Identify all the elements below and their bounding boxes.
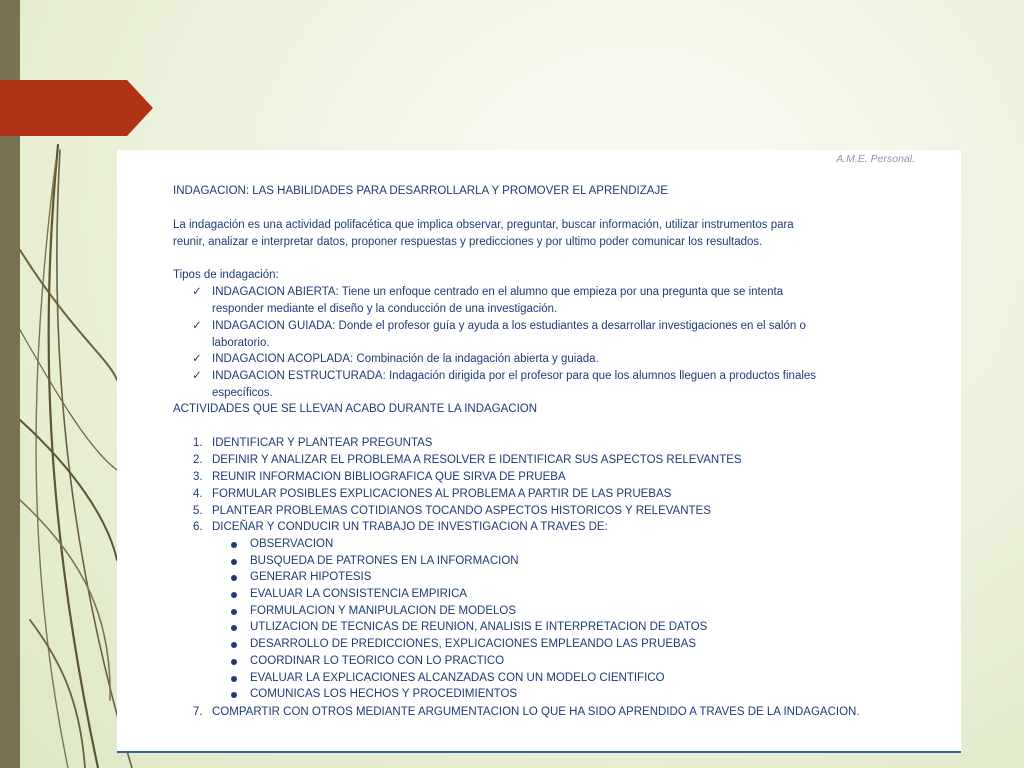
activity-number: 2.: [193, 454, 203, 466]
type-item-acoplada: INDAGACION ACOPLADA: Combinación de la indagación abierta y guiada.: [212, 353, 599, 365]
bullet-icon: [231, 592, 237, 598]
type-item-estructurada-line-1: INDAGACION ESTRUCTURADA: Indagación dirigida por el profesor para que los alumnos lleguen a productos finales: [212, 370, 817, 382]
intro-line-2: reunir, analizar e interpretar datos, proponer respuestas y predicciones y por ultimo poder comunicar los resultados.: [173, 236, 763, 248]
activities-heading: ACTIVIDADES QUE SE LLEVAN ACABO DURANTE LA INDAGACION: [173, 403, 538, 415]
sub-item: BUSQUEDA DE PATRONES EN LA INFORMACION: [250, 555, 519, 567]
bullet-icon: [231, 575, 237, 581]
sub-item: COORDINAR LO TEORICO CON LO PRACTICO: [250, 655, 505, 667]
sub-item: EVALUAR LA CONSISTENCIA EMPIRICA: [250, 588, 468, 600]
check-icon: ✓: [192, 353, 202, 365]
type-item-abierta-line-1: INDAGACION ABIERTA: Tiene un enfoque centrado en el alumno que empieza por una pregunta que se intenta: [212, 286, 784, 298]
bullet-icon: [231, 542, 237, 548]
sub-item: UTLIZACION DE TECNICAS DE REUNION, ANALISIS E INTERPRETACION DE DATOS: [250, 621, 708, 633]
activity-item: DEFINIR Y ANALIZAR EL PROBLEMA A RESOLVER E IDENTIFICAR SUS ASPECTOS RELEVANTES: [212, 454, 742, 466]
bullet-icon: [231, 625, 237, 631]
document-image: [117, 150, 961, 753]
sub-item: COMUNICAS LOS HECHOS Y PROCEDIMIENTOS: [250, 688, 518, 700]
activity-number: 7.: [193, 706, 203, 718]
sub-item: EVALUAR LA EXPLICACIONES ALCANZADAS CON UN MODELO CIENTIFICO: [250, 672, 665, 684]
type-item-abierta-line-2: responder mediante el diseño y la conducción de una investigación.: [212, 303, 558, 315]
type-item-estructurada-line-2: específicos.: [212, 387, 273, 399]
intro-line-1: La indagación es una actividad polifacética que implica observar, preguntar, buscar información, utilizar instrumentos para: [173, 219, 794, 231]
bullet-icon: [231, 642, 237, 648]
sub-item: OBSERVACION: [250, 538, 334, 550]
activity-item: REUNIR INFORMACION BIBLIOGRAFICA QUE SIRVA DE PRUEBA: [212, 471, 566, 483]
bullet-icon: [231, 676, 237, 682]
activity-item-final: COMPARTIR CON OTROS MEDIANTE ARGUMENTACION LO QUE HA SIDO APRENDIDO A TRAVES DE LA INDAGACION.: [212, 706, 860, 718]
activity-item: IDENTIFICAR Y PLANTEAR PREGUNTAS: [212, 437, 433, 449]
activity-number: 4.: [193, 488, 203, 500]
check-icon: ✓: [192, 320, 202, 332]
check-icon: ✓: [192, 370, 202, 382]
bullet-icon: [231, 609, 237, 615]
types-heading: Tipos de indagación:: [173, 269, 279, 281]
sub-item: DESARROLLO DE PREDICCIONES, EXPLICACIONES EMPLEANDO LAS PRUEBAS: [250, 638, 697, 650]
header-note: A.M.E. Personal.: [836, 153, 915, 165]
activity-number: 5.: [193, 505, 203, 517]
red-arrow-tab: [0, 80, 153, 136]
document-title: INDAGACION: LAS HABILIDADES PARA DESARROLLARLA Y PROMOVER EL APRENDIZAJE: [173, 185, 668, 197]
sub-item: GENERAR HIPOTESIS: [250, 571, 372, 583]
activity-item: DICEÑAR Y CONDUCIR UN TRABAJO DE INVESTIGACION A TRAVES DE:: [212, 521, 608, 533]
bullet-icon: [231, 659, 237, 665]
activity-number: 1.: [193, 437, 203, 449]
activity-number: 6.: [193, 521, 203, 533]
activity-item: FORMULAR POSIBLES EXPLICACIONES AL PROBLEMA A PARTIR DE LAS PRUEBAS: [212, 488, 672, 500]
sub-item: FORMULACION Y MANIPULACION DE MODELOS: [250, 605, 517, 617]
activity-number: 3.: [193, 471, 203, 483]
bullet-icon: [231, 559, 237, 565]
activity-item: PLANTEAR PROBLEMAS COTIDIANOS TOCANDO ASPECTOS HISTORICOS Y RELEVANTES: [212, 505, 711, 517]
check-icon: ✓: [192, 286, 202, 298]
type-item-guiada-line-2: laboratorio.: [212, 337, 270, 349]
bullet-icon: [231, 692, 237, 698]
type-item-guiada-line-1: INDAGACION GUIADA: Donde el profesor guía y ayuda a los estudiantes a desarrollar investigaciones en el salón o: [212, 320, 806, 332]
